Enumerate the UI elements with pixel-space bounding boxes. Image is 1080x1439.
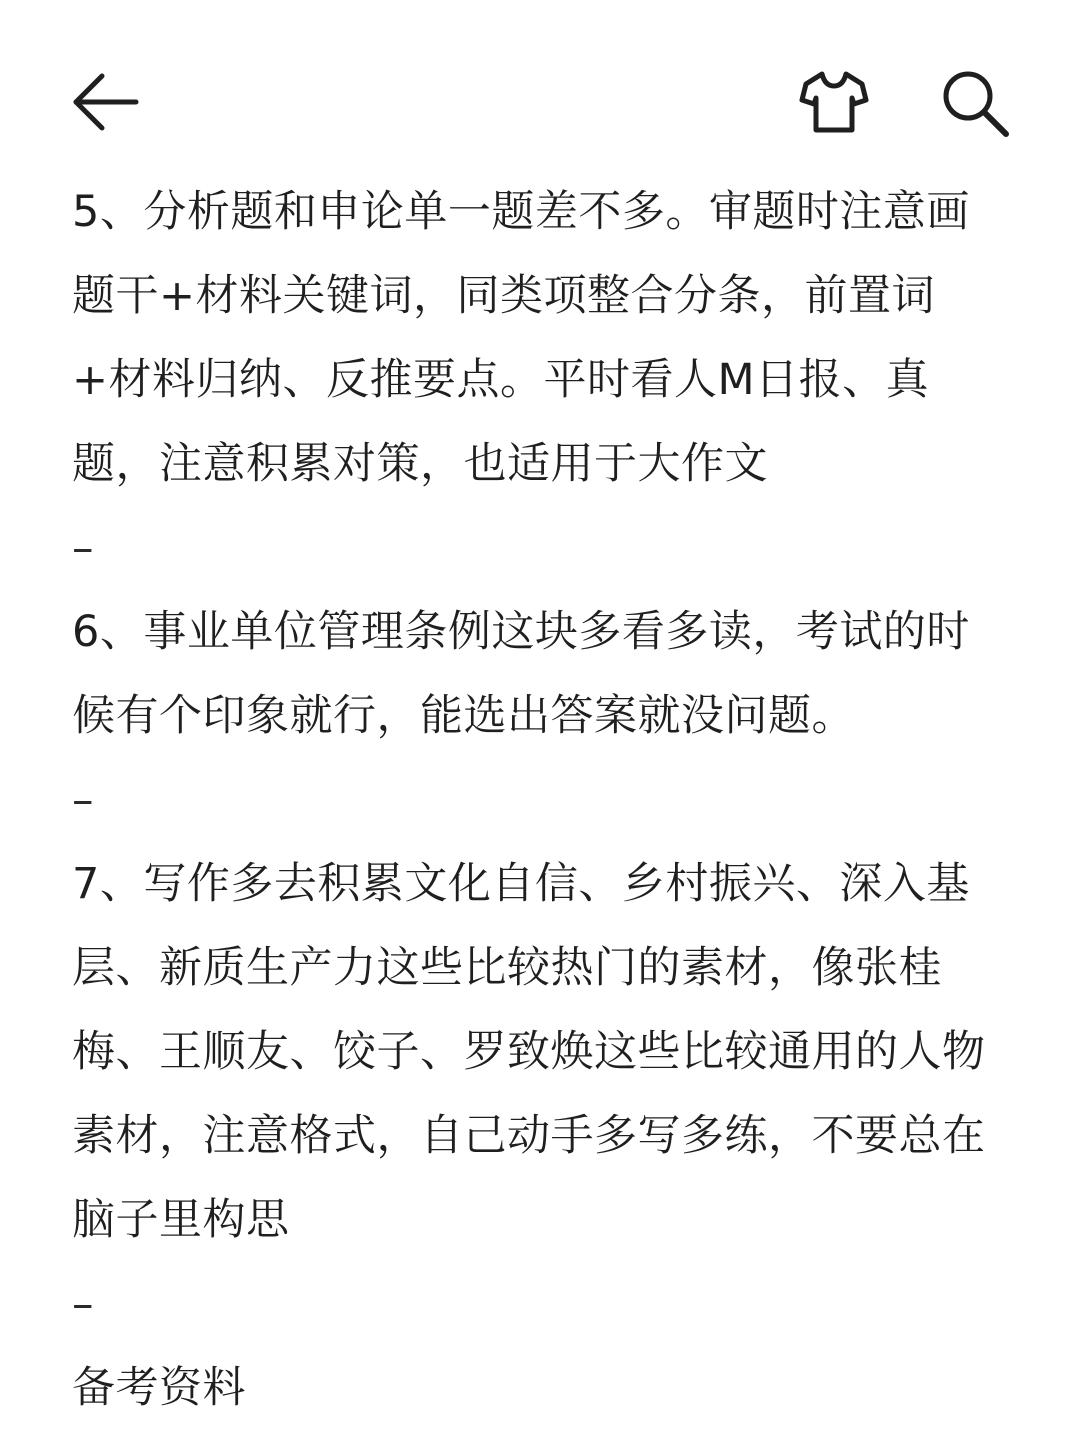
article-body <box>72 170 1012 1430</box>
paragraph-5: 5、分析题和申论单一题差不多。审题时注意画题干+材料关键词，同类项整合分条，前置词+材料归纳、反推要点。平时看人M日报、真题，注意积累对策，也适用于大作文 <box>72 187 970 489</box>
back-button[interactable] <box>66 62 146 142</box>
arrow-left-icon <box>66 62 146 142</box>
paragraph-6: 6、事业单位管理条例这块多看多读，考试的时候有个印象就行，能选出答案就没问题。 <box>72 607 970 741</box>
separator: – <box>72 523 94 573</box>
search-button[interactable] <box>934 62 1018 146</box>
separator: – <box>72 775 94 825</box>
separator: – <box>72 1279 94 1329</box>
top-bar <box>0 0 1080 170</box>
tshirt-icon <box>794 62 874 142</box>
search-icon <box>934 62 1018 146</box>
paragraph-7: 7、写作多去积累文化自信、乡村振兴、深入基层、新质生产力这些比较热门的素材，像张桂梅、王顺友、饺子、罗致焕这些比较通用的人物素材，注意格式，自己动手多写多练，不要总在脑子里构思 <box>72 859 986 1245</box>
theme-button[interactable] <box>794 62 874 142</box>
section-heading-materials: 备考资料 <box>72 1363 246 1413</box>
